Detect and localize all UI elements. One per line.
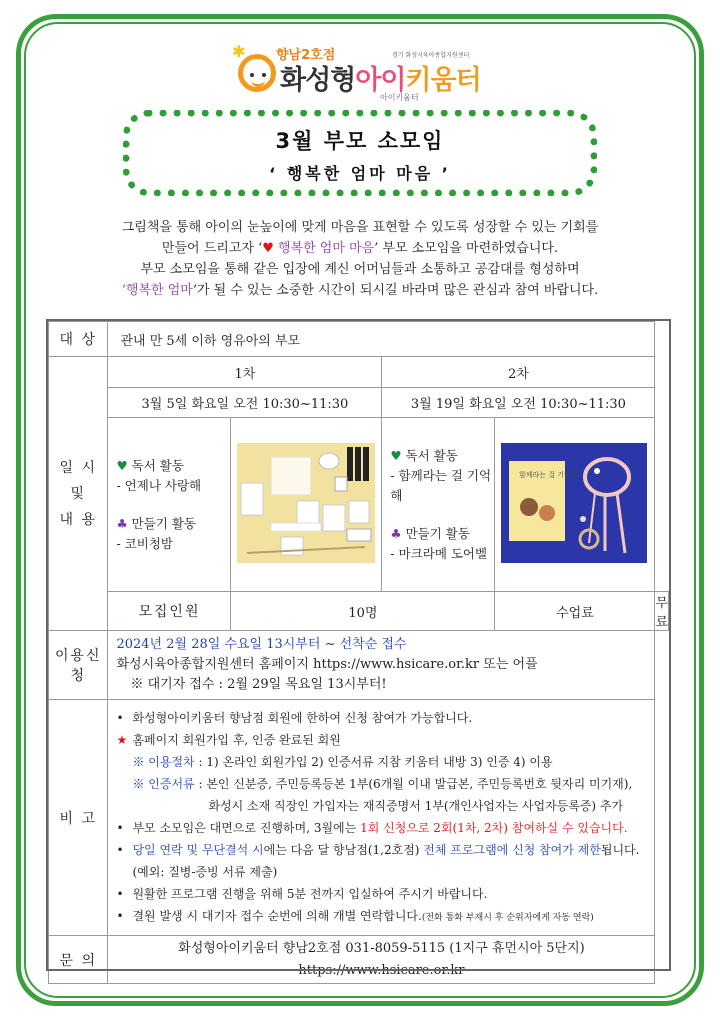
fee-label: 수업료 [495,592,655,631]
note-1: • 화성형아이키움터 향남점 회원에 한하여 신청 참여가 가능합니다. [116,710,473,725]
note-5: • 부모 소모임은 대면으로 진행하며, 3월에는 1회 신청으로 2회(1차, 2차) 참여하실 수 있습니다. [116,820,628,835]
note-3: ※ 이용절차 : 1) 온라인 회원가입 2) 인증서류 지참 키움터 내방 3) 인증 4) 이용 [132,754,553,769]
star-icon: ✱ [232,42,246,61]
target-value: 관내 만 5세 이하 영유아의 부모 [108,322,655,357]
contact-url[interactable]: https://www.hsicare.or.kr [298,962,465,978]
apply-label: 이용신청 [49,631,108,700]
intro-line-2 [40,238,680,259]
logo-name-part3: 키움터 [405,65,481,96]
row-recruit [49,592,669,631]
session2-craft-title: ♣ 만들기 활동 [390,525,470,541]
row-session-headers [49,357,669,388]
logo-name-part2: 아이 [355,65,406,96]
logo-name-part1: 화성형 [280,65,356,96]
schedule-label [49,357,108,631]
recruit-label: 모집인원 [108,592,231,631]
intro-text [40,217,680,301]
session1-reading-book: - 언제나 사랑해 [116,477,202,493]
macrame-photo [501,443,647,563]
session1-header: 1차 [108,357,382,388]
session2-header: 2차 [382,357,655,388]
row-session-dates [49,388,669,418]
session1-activities [108,418,231,592]
session1-craft-item: - 코비청밤 [116,535,173,551]
session1-reading-title: ♥ 독서 활동 [116,457,184,473]
title-box [123,110,597,196]
row-apply [49,631,669,700]
contact-content [108,936,655,984]
apply-period: 2024년 2월 28일 수요일 13시부터 ~ 선착순 접수 [116,637,407,652]
session2-craft-item: - 마크라메 도어벨 [390,545,488,561]
note-6: • 당일 연락 및 무단결석 시에는 다음 달 향남점(1,2호점) 전체 프로그램에 신청 참여가 제한됩니다. [116,842,640,857]
craft-kit-photo [237,443,375,563]
info-table [48,321,669,984]
logo-org: 경기 화성시육아종합지원센터 [392,52,470,59]
note-8: • 결원 발생 시 대기자 접수 순번에 의해 개별 연락합니다.(전화 통화 부재시 후 순위자에게 자동 연락) [116,908,594,923]
schedule-label-3: 내 용 [59,511,97,528]
apply-content [108,631,655,700]
intro-highlight: 행복한 엄마 마음 [273,241,375,256]
row-target [49,322,669,357]
row-contact [49,936,669,984]
logo-sub: 아이키움터 [380,93,419,102]
book-cover-text: 함께라는 걸 기억해 [519,470,578,479]
contact-label: 문 의 [49,936,108,984]
note-4-cont: 화성시 소재 직장인 가입자는 재직증명서 1부(개인사업자는 사업자등록증) 추가 [208,798,624,813]
notes-content [108,700,655,936]
logo [232,42,492,108]
session1-photo-cell [231,418,382,592]
intro-line-4b: ’가 될 수 있는 소중한 시간이 되시길 바라며 많은 관심과 참여 바랍니다. [192,283,599,298]
session2-activities [382,418,495,592]
page-subtitle: ‘ 행복한 엄마 마음 ’ [269,164,451,183]
recruit-value: 10명 [231,592,495,631]
apply-method: 화성시육아종합지원센터 홈페이지 https://www.hsicare.or.kr 또는 어플 [116,657,538,672]
note-6-cont: (예외: 질병-증빙 서류 제출) [132,864,278,879]
heart-icon: ♥ [262,241,274,256]
target-label: 대 상 [49,322,108,357]
intro-line-2b: ’ 부모 소모임을 마련하였습니다. [374,241,559,256]
schedule-label-2: 및 [70,485,86,502]
note-4: ※ 인증서류 : 본인 신분증, 주민등록등본 1부(6개월 이내 발급본, 주민등록번호 뒷자리 미기재), [132,776,633,791]
session1-date: 3월 5일 화요일 오전 10:30~11:30 [108,388,382,418]
apply-waitlist: ※ 대기자 접수 : 2월 29일 목요일 13시부터! [130,677,387,692]
session2-reading-title: ♥ 독서 활동 [390,447,458,463]
session1-craft-title: ♣ 만들기 활동 [116,515,197,531]
fee-value: 무료 [655,592,669,631]
page-title: 3월 부모 소모임 [275,129,445,153]
note-2: ★ 홈페이지 회원가입 후, 인증 완료된 회원 [116,732,341,747]
intro-line-2a: 만들어 드리고자 ‘ [161,241,263,256]
session2-reading-book: - 함께라는 걸 기억해 [390,467,492,503]
notes-label: 비 고 [49,700,108,936]
smile-face-icon [238,54,276,92]
intro-line-4 [40,280,680,301]
note-7: • 원활한 프로그램 진행을 위해 5분 전까지 입실하여 주시기 바랍니다. [116,886,488,901]
schedule-label-1: 일 시 [59,459,97,476]
intro-highlight-2: ‘행복한 엄마 [121,283,193,298]
row-notes [49,700,669,936]
intro-line-3: 부모 소모임을 통해 같은 입장에 계신 어머님들과 소통하고 공감대를 형성하며 [140,262,580,277]
session2-photo-cell [495,418,655,592]
row-session-content [49,418,669,592]
contact-line-1: 화성형아이키움터 향남2호점 031-8059-5115 (1지구 휴먼시아 5단지) [178,940,585,956]
session2-date: 3월 19일 화요일 오전 10:30~11:30 [382,388,655,418]
logo-branch: 향남2호점 [276,48,336,63]
intro-line-1: 그림책을 통해 아이의 눈높이에 맞게 마음을 표현할 수 있도록 성장할 수 있는 기회를 [121,220,599,235]
